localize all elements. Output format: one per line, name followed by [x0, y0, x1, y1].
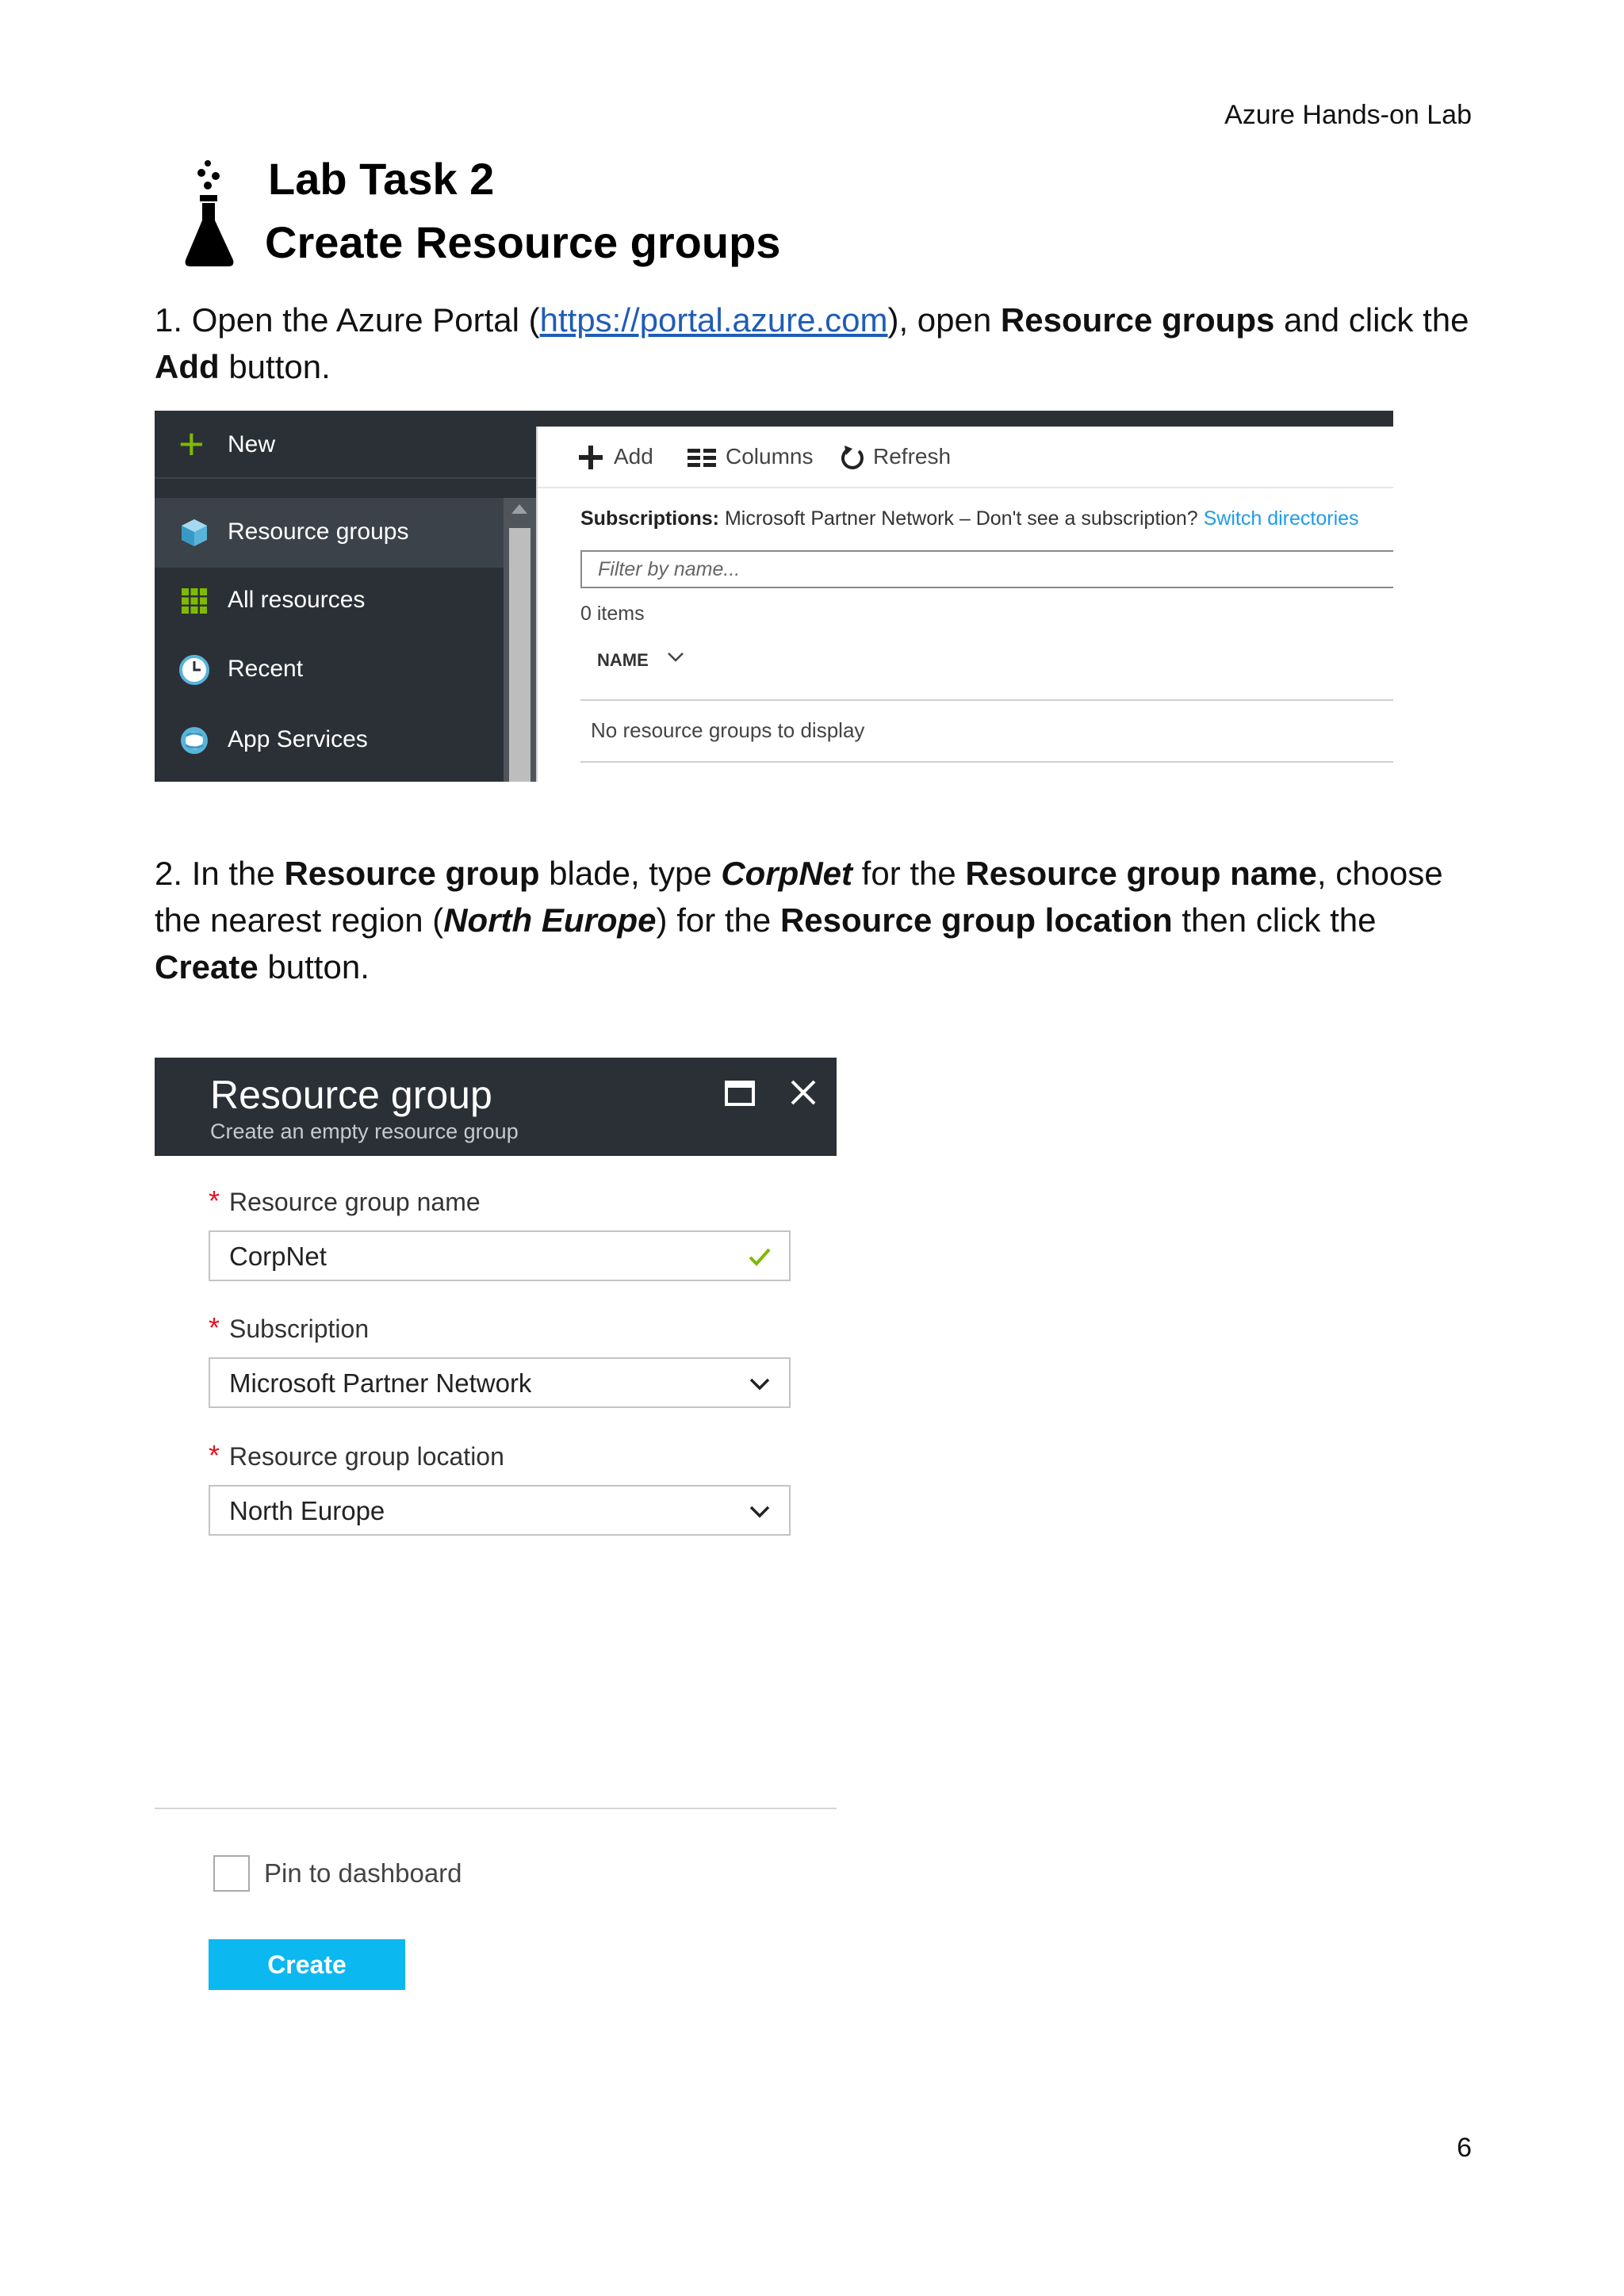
step-1-instructions: 1. Open the Azure Portal (https://portal.azure.com), open Resource groups and click the Add button. — [155, 301, 1469, 385]
resource-group-blade-screenshot — [155, 1058, 837, 1993]
blade-header — [155, 1058, 837, 1156]
azure-portal-link[interactable]: https://portal.azure.com — [539, 301, 888, 339]
page-number: 6 — [1457, 2133, 1472, 2163]
switch-directories-link[interactable]: Switch directories — [1203, 507, 1359, 530]
resource-groups-icon — [178, 517, 210, 549]
task-title: Lab Task 2 — [268, 154, 495, 204]
columns-icon — [688, 444, 718, 471]
add-button[interactable]: Add — [577, 442, 665, 474]
close-icon[interactable] — [789, 1078, 818, 1107]
blade-title: Resource group — [210, 1073, 492, 1117]
resource-group-name-input[interactable]: CorpNet — [209, 1230, 791, 1281]
filter-input[interactable]: Filter by name... — [580, 550, 1393, 588]
refresh-icon — [838, 444, 867, 473]
checkmark-icon — [748, 1246, 772, 1269]
task-subtitle: Create Resource groups — [265, 217, 781, 267]
resource-group-location-select[interactable]: North Europe — [209, 1485, 791, 1536]
items-count: 0 items — [580, 603, 645, 625]
sidebar-item-app-services[interactable]: App Services — [155, 706, 504, 775]
plus-icon: + — [178, 419, 205, 469]
portal-top-bar — [535, 411, 1393, 427]
pin-to-dashboard-label: Pin to dashboard — [264, 1858, 462, 1888]
step-2-instructions: 2. In the Resource group blade, type CorpNet for the Resource group name, choose the nearest region (North Europe) for the Resource group location then click the Create button. — [155, 855, 1443, 985]
maximize-icon[interactable] — [724, 1080, 756, 1107]
subscription-label: * Subscription — [209, 1311, 370, 1344]
refresh-button[interactable]: Refresh — [838, 442, 965, 474]
document-header: Azure Hands-on Lab — [1224, 100, 1472, 130]
sidebar-scrollbar-thumb[interactable] — [509, 528, 530, 782]
sidebar-new-button[interactable]: + New — [155, 411, 536, 479]
pin-to-dashboard-checkbox[interactable] — [213, 1855, 250, 1892]
list-divider — [580, 761, 1393, 763]
portal-resource-groups-screenshot — [155, 411, 1393, 782]
flask-icon — [184, 159, 239, 270]
empty-list-message: No resource groups to display — [591, 718, 865, 742]
resource-group-name-label: * Resource group name — [209, 1184, 481, 1217]
subscription-select[interactable]: Microsoft Partner Network — [209, 1357, 791, 1408]
toolbar-divider — [538, 487, 1393, 488]
chevron-down-icon — [748, 1373, 772, 1395]
create-button[interactable]: Create — [209, 1939, 405, 1990]
portal-sidebar — [155, 411, 536, 782]
subscriptions-line: Subscriptions: Microsoft Partner Network – Don't see a subscription? Switch directories — [580, 507, 1359, 530]
scroll-up-icon[interactable] — [511, 504, 527, 514]
sidebar-item-resource-groups[interactable]: Resource groups — [155, 498, 504, 568]
resource-group-location-label: * Resource group location — [209, 1439, 504, 1471]
app-services-icon — [178, 725, 210, 756]
chevron-down-icon — [748, 1501, 772, 1523]
all-resources-icon — [178, 585, 210, 617]
sidebar-item-all-resources[interactable]: All resources — [155, 566, 504, 636]
column-header-name[interactable]: NAME — [597, 650, 649, 670]
columns-button[interactable]: Columns — [688, 442, 830, 474]
blade-footer-divider — [155, 1808, 837, 1809]
sidebar-item-recent[interactable]: Recent — [155, 635, 504, 705]
chevron-down-icon[interactable] — [666, 649, 685, 666]
clock-icon — [178, 654, 210, 686]
blade-subtitle: Create an empty resource group — [210, 1119, 519, 1143]
plus-icon — [577, 444, 604, 471]
pane-divider — [536, 427, 538, 782]
list-divider — [580, 699, 1393, 701]
